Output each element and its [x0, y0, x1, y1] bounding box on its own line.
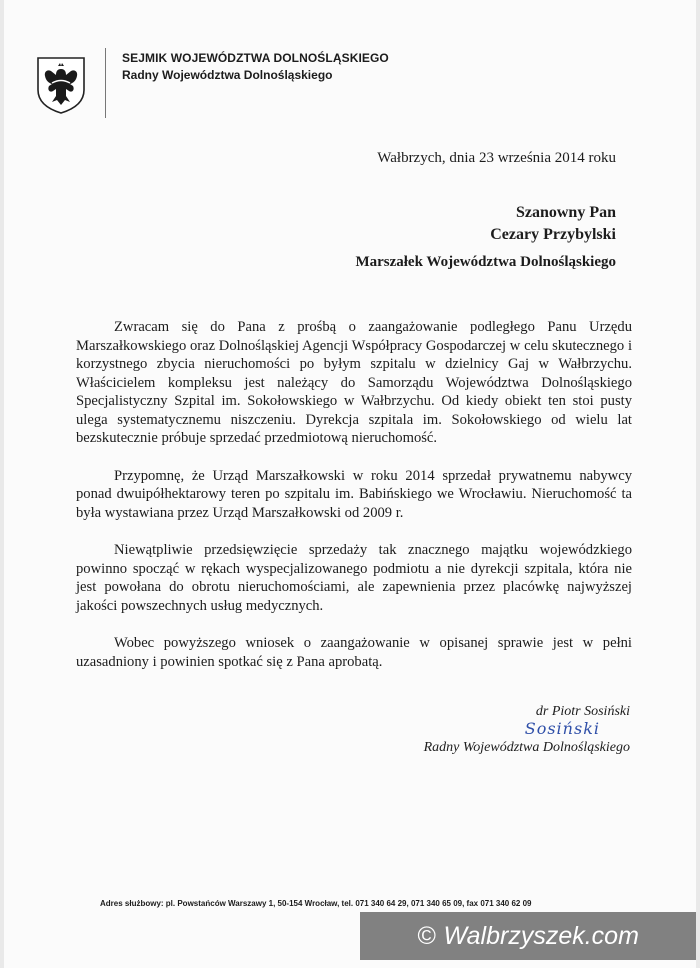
watermark-text: Walbrzyszek.com	[443, 921, 639, 950]
recipient-salutation: Szanowny Pan	[515, 204, 616, 221]
recipient-block	[490, 202, 616, 246]
org-name: SEJMIK WOJEWÓDZTWA DOLNOŚLĄSKIEGO	[122, 51, 389, 65]
signatory-name: dr Piotr Sosiński	[535, 704, 630, 719]
paragraph: Zwracam się do Pana z prośbą o zaangażowanie podległego Panu Urzędu Marszałkowskiego oraz Dolnośląskiej Agencji Współpracy Gospodarczej w celu skutecznego i korzystnego zbycia nieruchomości po byłym szpitalu w dzielnicy Gaj w Wałbrzychu. Właścicielem kompleksu jest należący do Samorządu Województwa Dolnośląskiego Specjalistyczny Szpital im. Sokołowskiego w Wałbrzychu. Od kiedy obiekt ten stoi pusty ulega systematycznemu niszczeniu. Dyrekcja szpitala im. Sokołowskiego od wielu lat bezskutecznie próbuje sprzedać przedmiotową nieruchomość.	[76, 319, 632, 446]
signature-block	[424, 704, 630, 756]
letter-body	[76, 318, 632, 690]
silesian-eagle-crest-icon	[36, 56, 86, 114]
recipient-title: Marszałek Województwa Dolnośląskiego	[355, 254, 616, 270]
signatory-role: Radny Województwa Dolnośląskiego	[423, 740, 630, 755]
letterhead	[122, 50, 389, 84]
letter-page	[4, 0, 696, 968]
footer-address: Adres służbowy: pl. Powstańców Warszawy 1, 50-154 Wrocław, tel. 071 340 64 29, 071 340 65 09, fax 071 340 62 09	[100, 899, 532, 908]
handwritten-signature: Sosiński	[524, 719, 600, 738]
paragraph: Wobec powyższego wniosek o zaangażowanie w opisanej sprawie jest w pełni uzasadniony i powinien spotkać się z Pana aprobatą.	[76, 635, 632, 670]
watermark	[360, 912, 696, 960]
paragraph: Niewątpliwie przedsięwzięcie sprzedaży tak znacznego majątku wojewódzkiego powinno spocząć w rękach wyspecjalizowanego podmiotu a nie dyrekcji szpitala, która nie jest powołana do obrotu nieruchomościami, ale zapewnienia przez placówkę najwyższej jakości powszechnych usług medycznych.	[76, 542, 632, 614]
dateline: Wałbrzych, dnia 23 września 2014 roku	[377, 150, 616, 166]
paragraph: Przypomnę, że Urząd Marszałkowski w roku 2014 sprzedał prywatnemu nabywcy ponad dwuipółhektarowy teren po szpitalu im. Babińskiego we Wrocławiu. Nieruchomość ta była wystawiana przez Urząd Marszałkowski od 2009 r.	[76, 467, 632, 521]
org-role: Radny Województwa Dolnośląskiego	[122, 68, 333, 82]
copyright-icon: ©	[417, 921, 436, 950]
header-divider	[105, 48, 106, 118]
recipient-name: Cezary Przybylski	[490, 226, 616, 243]
